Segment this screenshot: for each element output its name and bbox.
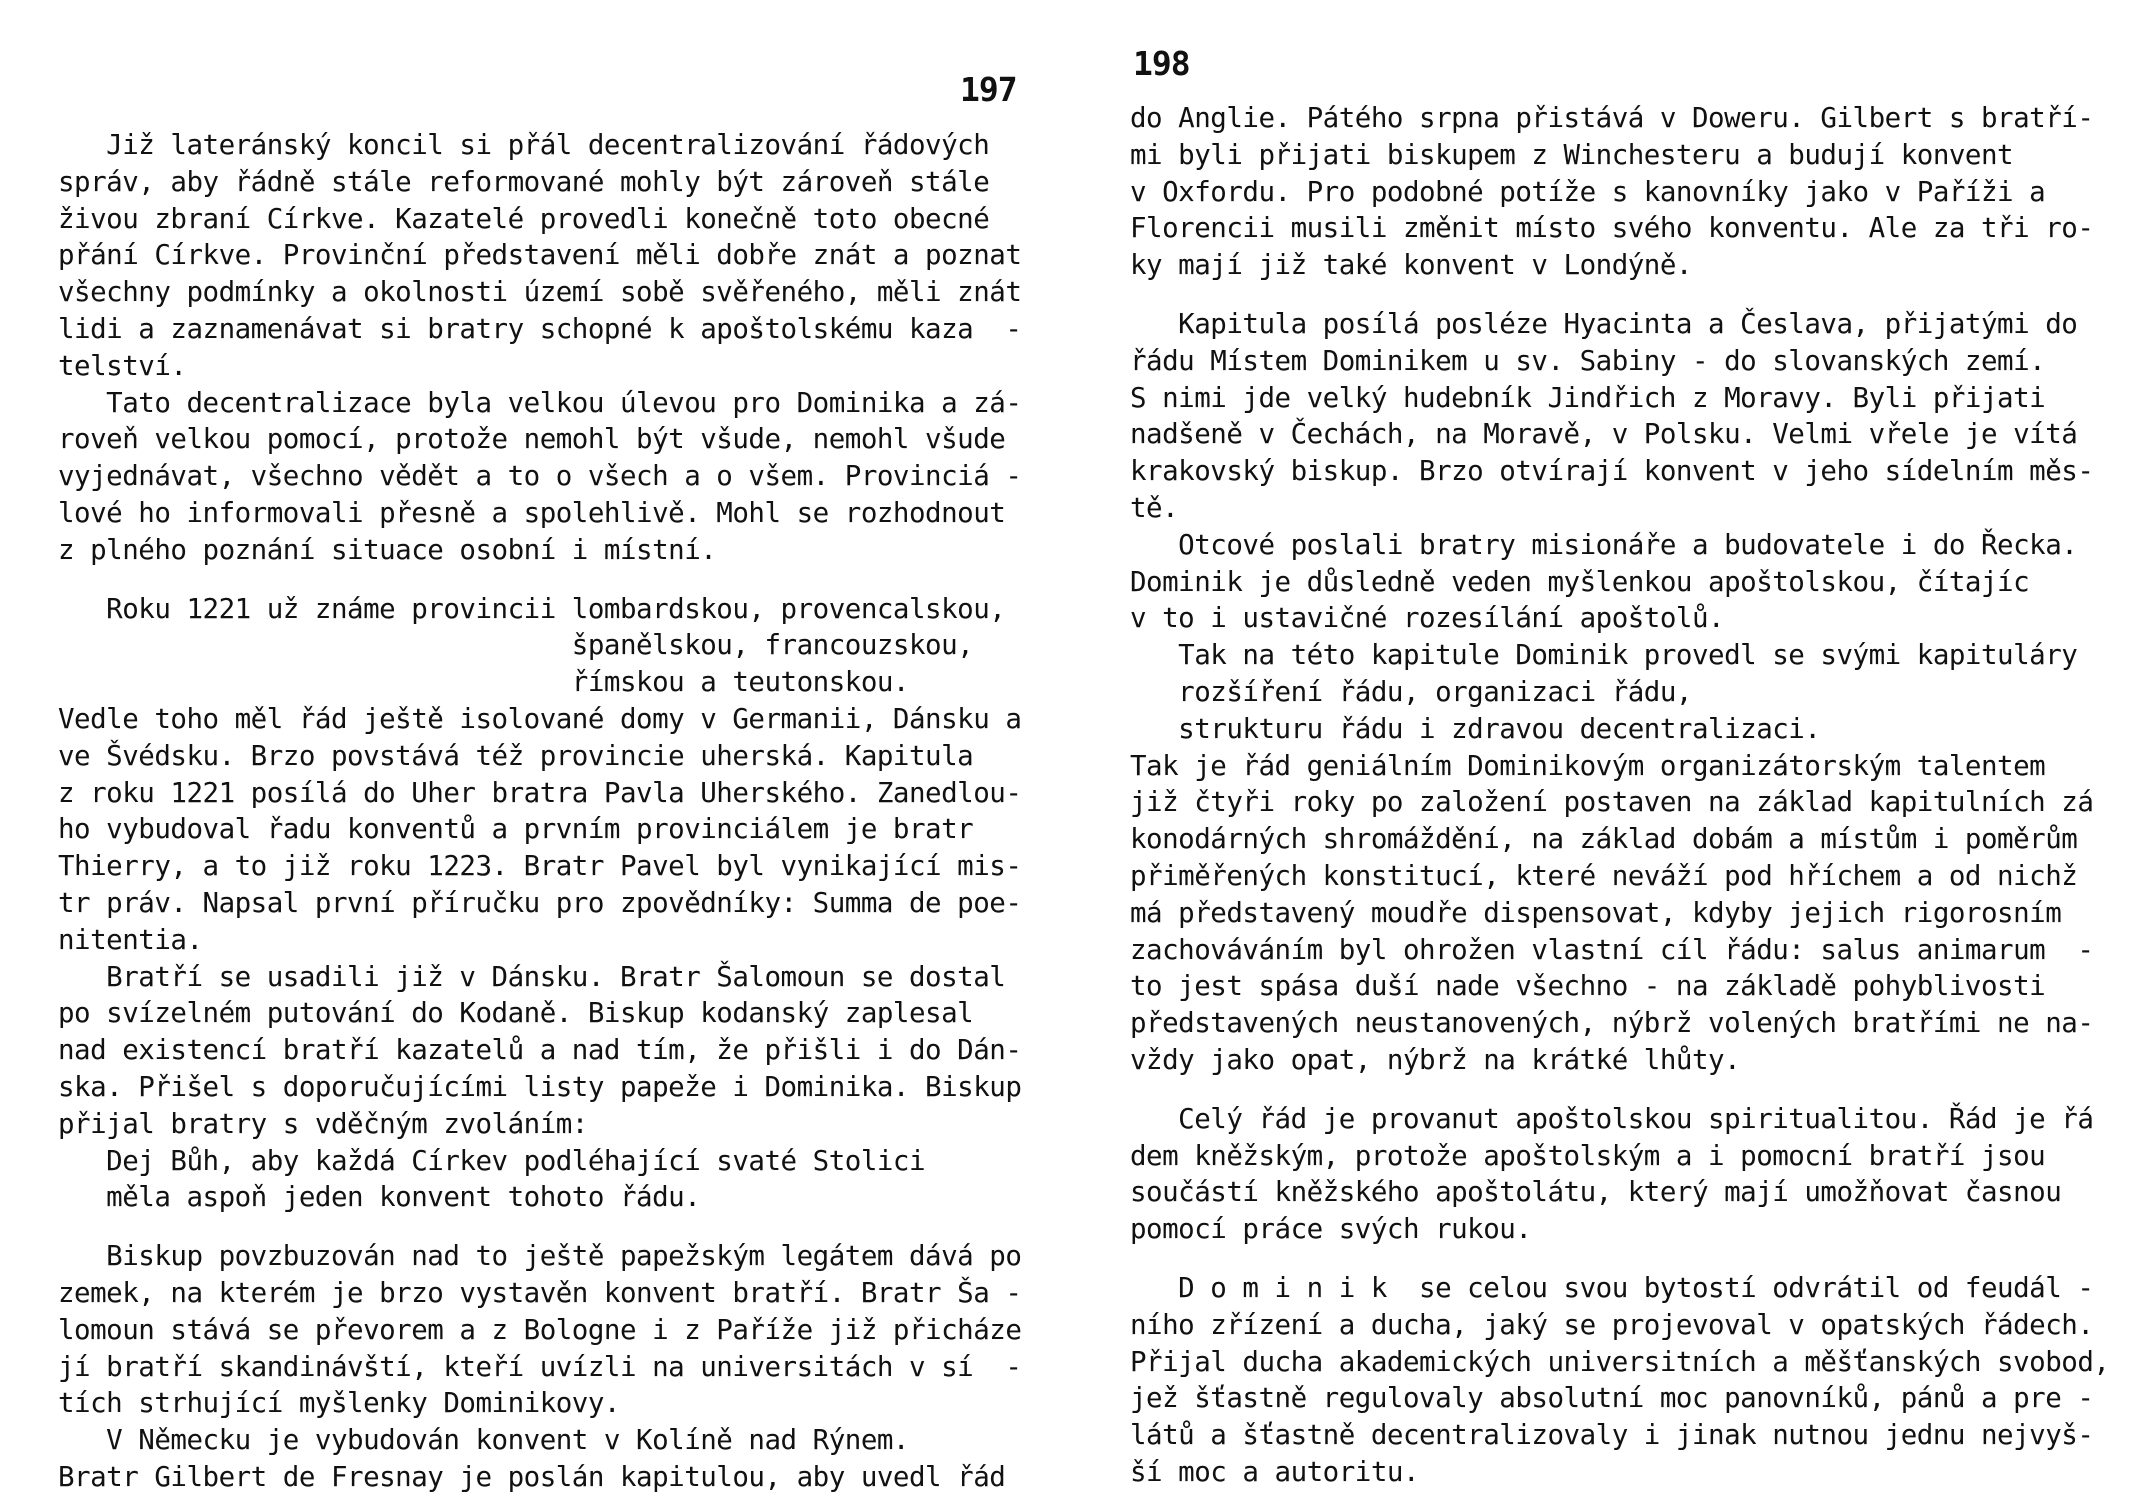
text-line: lové ho informovali přesně a spolehlivě. Mohl se rozhodnout: [58, 496, 1006, 529]
text-line: dem kněžským, protože apoštolským a i pomocní bratří jsou: [1130, 1139, 2046, 1172]
text-line: Celý řád je provanut apoštolskou spiritualitou. Řád je řá: [1130, 1102, 2094, 1135]
text-line: jež šťastně regulovaly absolutní moc panovníků, pánů a pre -: [1130, 1382, 2094, 1415]
text-line: Přijal ducha akademických universitních a měšťanských svobod,: [1130, 1345, 2110, 1378]
text-line: Otcové poslali bratry misionáře a budovatele i do Řecka.: [1130, 528, 2078, 561]
text-line: Bratr Gilbert de Fresnay je poslán kapitulou, aby uvedl řád: [58, 1460, 1006, 1493]
text-line: již čtyři roky po založení postaven na základ kapitulních zá: [1130, 786, 2094, 819]
text-line: římskou a teutonskou.: [58, 666, 909, 699]
text-line: Tak je řád geniálním Dominikovým organizátorským talentem: [1130, 749, 2046, 782]
page-number: 197: [960, 70, 1017, 109]
text-line: Dej Bůh, aby každá Církev podléhající svaté Stolici: [58, 1144, 926, 1177]
text-line: v to i ustavičné rozesílání apoštolů.: [1130, 602, 1725, 635]
text-line: Roku 1221 už známe provincii lombardskou, provencalskou,: [58, 592, 1006, 625]
text-line: zemek, na kterém je brzo vystavěn konvent bratří. Bratr Ša -: [58, 1276, 1022, 1309]
text-line: nitentia.: [58, 923, 203, 956]
text-line: Již lateránský koncil si přál decentralizování řádových: [58, 129, 990, 161]
text-line: španělskou, francouzskou,: [58, 629, 974, 662]
text-line: D o m i n i k se celou svou bytostí odvrátil od feudál -: [1130, 1271, 2094, 1304]
text-line: krakovský biskup. Brzo otvírají konvent v jeho sídelním měs-: [1130, 455, 2094, 488]
text-line: do Anglie. Pátého srpna přistává v Doweru. Gilbert s bratří-: [1130, 102, 2094, 134]
text-line: Thierry, a to již roku 1223. Bratr Pavel byl vynikající mis-: [58, 850, 1022, 883]
text-line: řádu Místem Dominikem u sv. Sabiny - do slovanských zemí.: [1130, 344, 2046, 377]
text-line: přiměřených konstitucí, které neváží pod hříchem a od nichž: [1130, 859, 2078, 892]
text-line: mi byli přijati biskupem z Winchesteru a budují konvent: [1130, 138, 2014, 171]
text-line: tě.: [1130, 491, 1179, 524]
text-line: Biskup povzbuzován nad to ještě papežským legátem dává po: [58, 1240, 1022, 1273]
text-line: má představený moudře dispensovat, kdyby jejich rigorosním: [1130, 896, 2062, 929]
text-line: jí bratří skandinávští, kteří uvízli na universitách v sí -: [58, 1350, 1022, 1383]
text-line: Kapitula posílá posléze Hyacinta a Česlava, přijatými do: [1130, 307, 2078, 340]
text-line: konodárných shromáždění, na základ dobám a místům i poměrům: [1130, 823, 2078, 856]
text-line: telství.: [58, 349, 187, 382]
text-line: ska. Přišel s doporučujícími listy papeže i Dominika. Biskup: [58, 1070, 1022, 1103]
text-line: Florencii musili změnit místo svého konventu. Ale za tři ro-: [1130, 212, 2094, 245]
text-line: lomoun stává se převorem a z Bologne i z Paříže již přicháze: [58, 1313, 1022, 1346]
page-text: [58, 127, 1021, 1496]
text-line: ve Švédsku. Brzo povstává též provincie uherská. Kapitula: [58, 739, 974, 772]
text-line: z plného poznání situace osobní i místní.: [58, 533, 717, 566]
text-line: vyjednávat, všechno vědět a to o všech a o všem. Provinciá -: [58, 460, 1022, 493]
text-line: ky mají již také konvent v Londýně.: [1130, 249, 1692, 282]
text-line: lidi a zaznamenávat si bratry schopné k apoštolskému kaza -: [58, 312, 1022, 345]
text-line: přijal bratry s vděčným zvoláním:: [58, 1107, 588, 1140]
text-line: ho vybudoval řadu konventů a prvním provinciálem je bratr: [58, 813, 974, 846]
text-line: v Oxfordu. Pro podobné potíže s kanovníky jako v Paříži a: [1130, 175, 2046, 208]
text-line: tích strhující myšlenky Dominikovy.: [58, 1387, 620, 1420]
text-line: měla aspoň jeden konvent tohoto řádu.: [58, 1181, 701, 1214]
text-line: zachováváním byl ohrožen vlastní cíl řádu: salus animarum -: [1130, 933, 2094, 966]
paragraph-gap: [58, 569, 1021, 591]
text-line: ší moc a autoritu.: [1130, 1455, 1420, 1488]
right-page: [1065, 0, 2130, 1500]
text-line: pomocí práce svých rukou.: [1130, 1213, 1532, 1246]
text-line: S nimi jde velký hudebník Jindřich z Moravy. Byli přijati: [1130, 381, 2046, 414]
text-line: Tak na této kapitule Dominik provedl se svými kapituláry: [1130, 639, 2078, 672]
text-line: Tato decentralizace byla velkou úlevou pro Dominika a zá-: [58, 386, 1022, 419]
text-line: V Německu je vybudován konvent v Kolíně nad Rýnem.: [58, 1424, 909, 1457]
text-line: látů a šťastně decentralizovaly i jinak nutnou jednu nejvyš-: [1130, 1419, 2094, 1452]
paragraph-gap: [1130, 284, 2109, 306]
text-line: Dominik je důsledně veden myšlenkou apoštolskou, čítajíc: [1130, 565, 2030, 598]
text-line: představených neustanovených, nýbrž volených bratřími ne na-: [1130, 1007, 2094, 1040]
text-line: strukturu řádu i zdravou decentralizaci.: [1130, 712, 1821, 745]
paragraph-gap: [1130, 1248, 2109, 1270]
paragraph-gap: [58, 1216, 1021, 1238]
text-line: tr práv. Napsal první příručku pro zpovědníky: Summa de poe-: [58, 886, 1022, 919]
text-line: Bratří se usadili již v Dánsku. Bratr Šalomoun se dostal: [58, 960, 1006, 993]
page-text: [1130, 100, 2109, 1491]
text-line: to jest spása duší nade všechno - na základě pohyblivosti: [1130, 970, 2046, 1003]
text-line: rozšíření řádu, organizaci řádu,: [1130, 675, 1692, 708]
text-line: přání Církve. Provinční představení měli dobře znát a poznat: [58, 239, 1022, 272]
text-line: po svízelném putování do Kodaně. Biskup kodanský zaplesal: [58, 997, 974, 1030]
text-line: správ, aby řádně stále reformované mohly být zároveň stále: [58, 165, 990, 198]
text-line: nad existencí bratří kazatelů a nad tím, že přišli i do Dán-: [58, 1034, 1022, 1067]
text-line: vždy jako opat, nýbrž na krátké lhůty.: [1130, 1043, 1741, 1076]
text-line: nadšeně v Čechách, na Moravě, v Polsku. Velmi vřele je vítá: [1130, 418, 2078, 451]
page-number: 198: [1133, 44, 1190, 83]
text-line: roveň velkou pomocí, protože nemohl být všude, nemohl všude: [58, 423, 1006, 456]
text-line: Vedle toho měl řád ještě isolované domy v Germanii, Dánsku a: [58, 702, 1022, 735]
text-line: všechny podmínky a okolnosti území sobě svěřeného, měli znát: [58, 276, 1022, 309]
text-line: živou zbraní Církve. Kazatelé provedli konečně toto obecné: [58, 202, 990, 235]
text-line: ního zřízení a ducha, jaký se projevoval v opatských řádech.: [1130, 1308, 2094, 1341]
text-line: součástí kněžského apoštolátu, který mají umožňovat časnou: [1130, 1176, 2062, 1209]
text-line: z roku 1221 posílá do Uher bratra Pavla Uherského. Zanedlou-: [58, 776, 1022, 809]
paragraph-gap: [1130, 1079, 2109, 1101]
